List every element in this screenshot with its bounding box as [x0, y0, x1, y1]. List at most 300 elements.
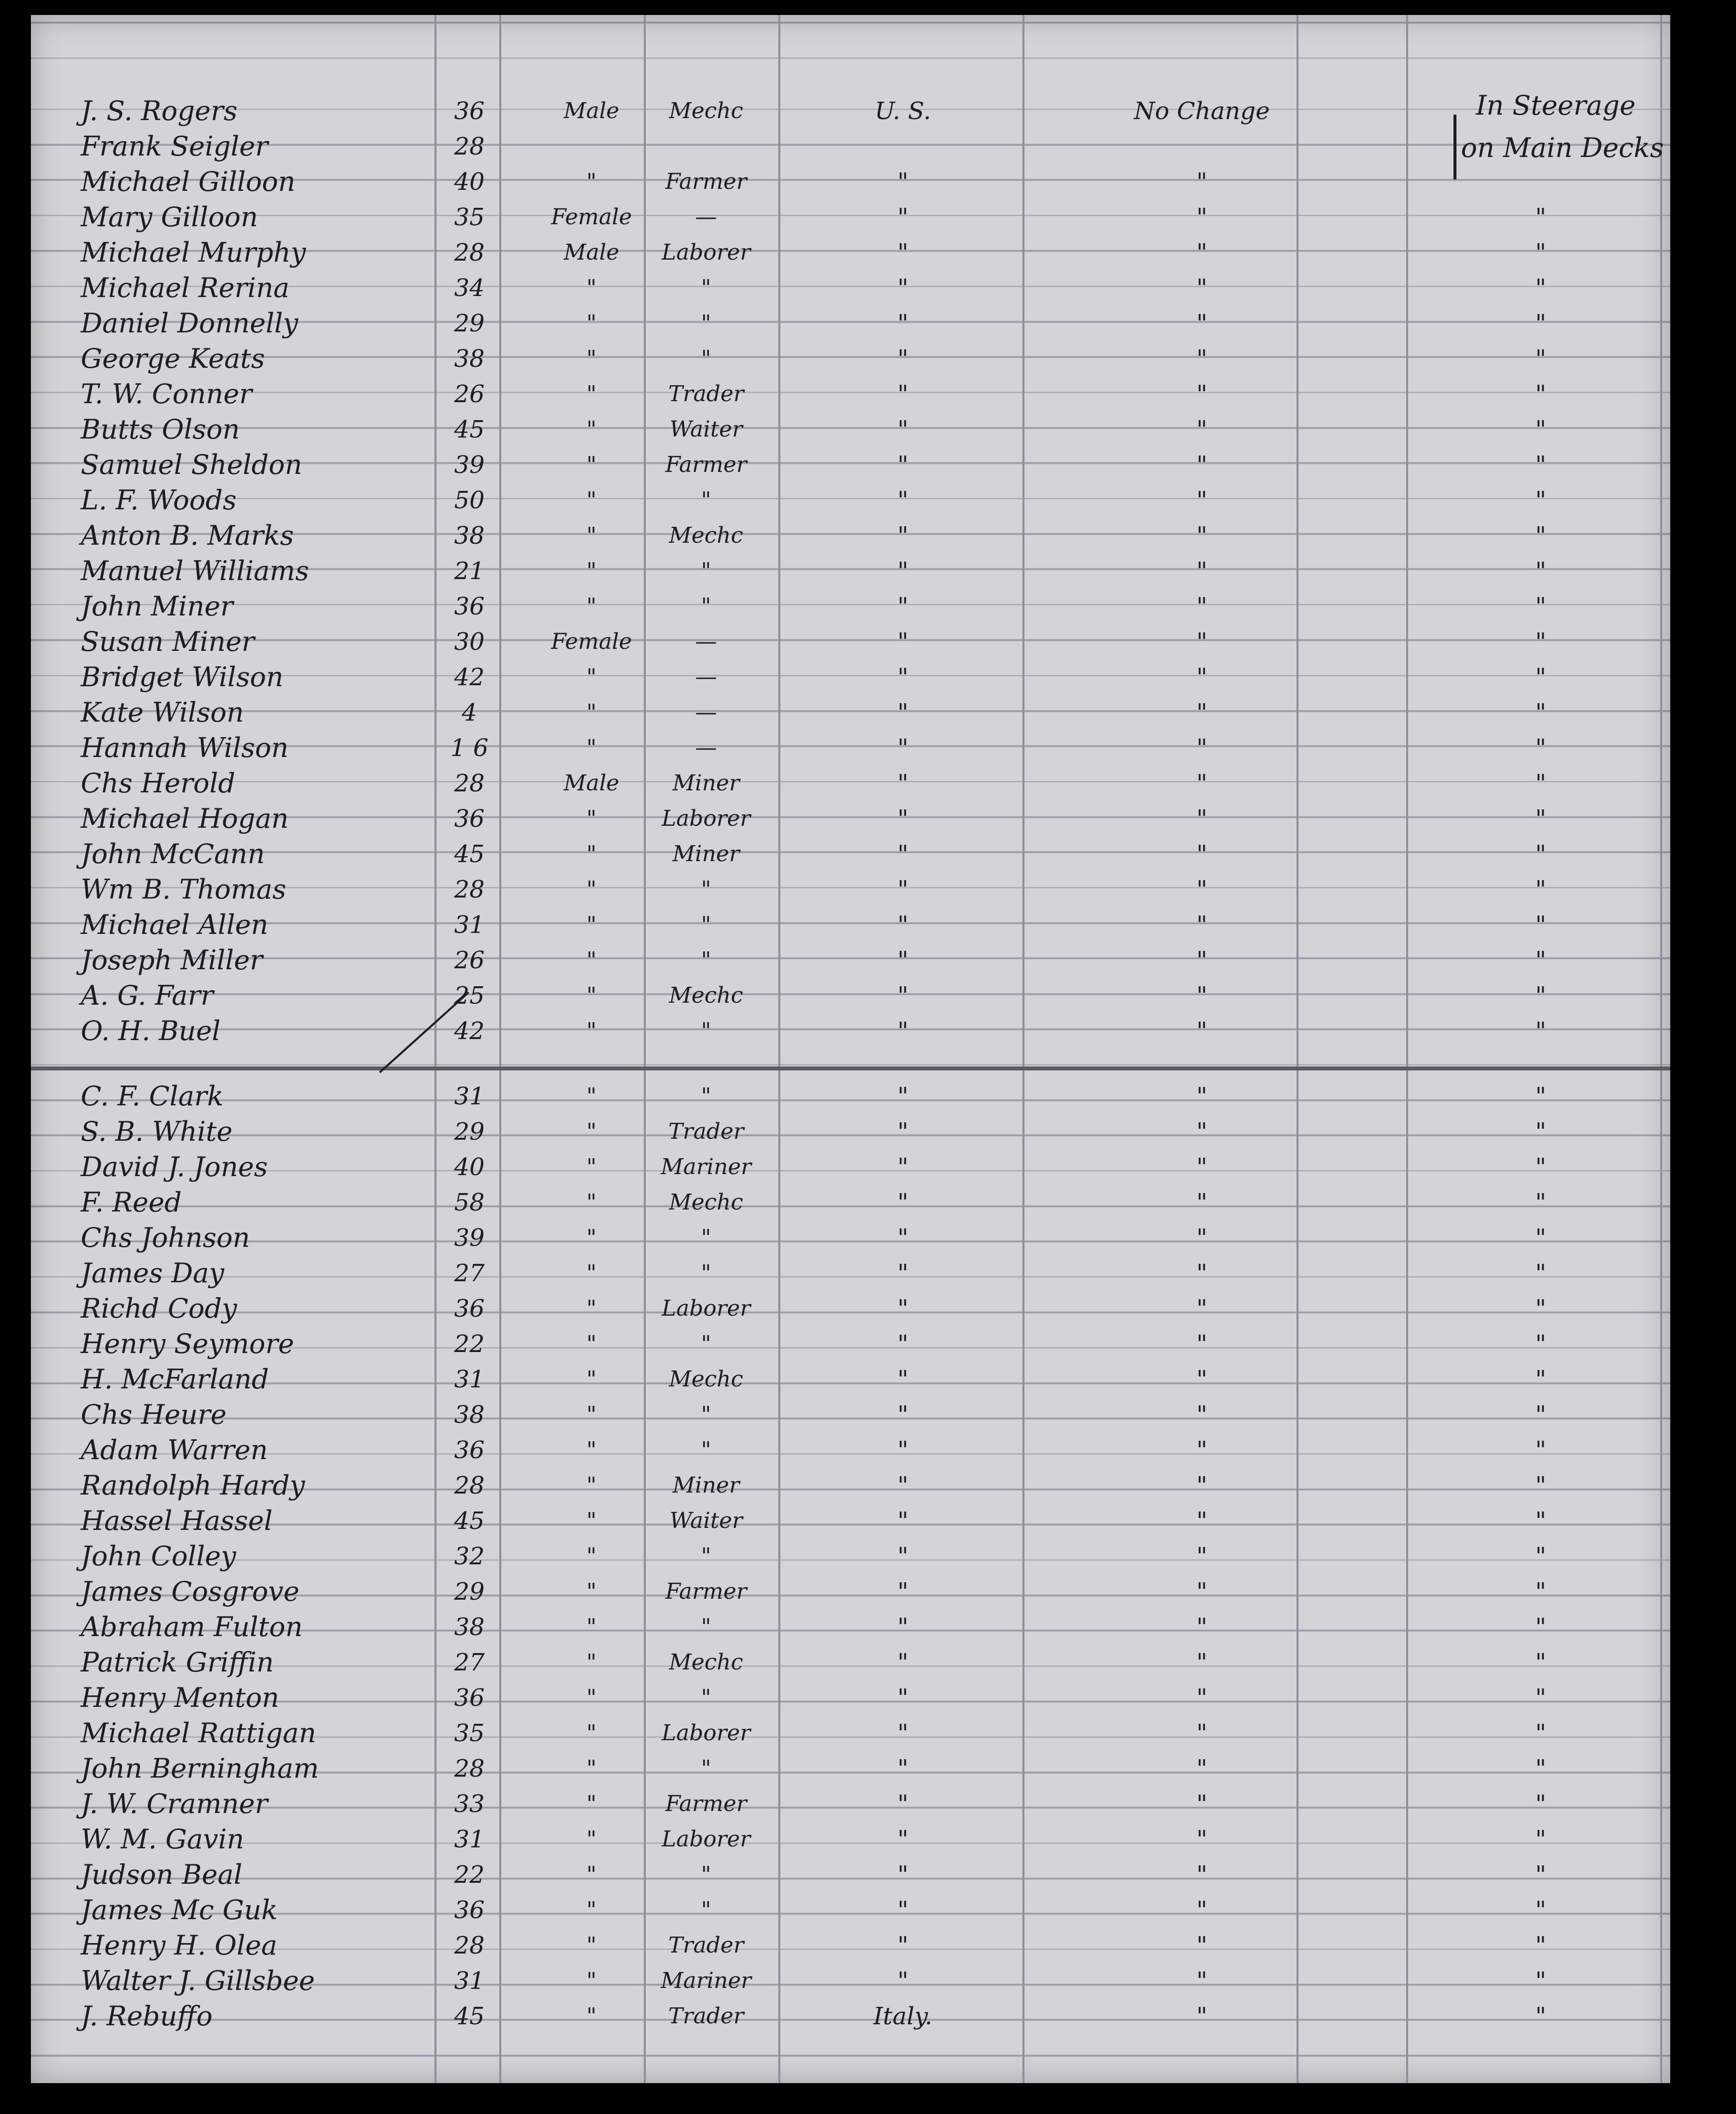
passenger-change: " [1196, 1224, 1208, 1252]
passenger-name: T. W. Conner [81, 378, 252, 410]
passenger-change: " [1196, 416, 1208, 444]
passenger-country: " [897, 1719, 909, 1747]
passenger-occupation: Mechc [669, 983, 743, 1008]
passenger-occupation: " [701, 912, 712, 937]
passenger-name: F. Reed [81, 1187, 182, 1218]
passenger-name: Judson Beal [81, 1859, 243, 1890]
passenger-change: " [1196, 203, 1208, 231]
passenger-location: " [1535, 1649, 1547, 1676]
passenger-change: " [1196, 1436, 1208, 1464]
passenger-sex: " [586, 1437, 597, 1463]
passenger-change: " [1196, 1542, 1208, 1570]
passenger-age: 1 6 [450, 734, 489, 762]
passenger-sex: " [586, 947, 597, 973]
passenger-age: 38 [454, 522, 485, 550]
passenger-name: Joseph Miller [81, 944, 263, 976]
passenger-location: " [1535, 982, 1547, 1010]
passenger-location: " [1535, 1224, 1547, 1252]
passenger-age: 31 [454, 1825, 485, 1853]
passenger-country: " [897, 1295, 909, 1323]
passenger-age: 31 [454, 1082, 485, 1110]
table-row [31, 1114, 1670, 1149]
passenger-name: Michael Rerina [81, 272, 289, 303]
passenger-age: 36 [454, 1896, 485, 1924]
passenger-name: James Day [81, 1257, 224, 1289]
passenger-age: 50 [454, 486, 485, 514]
passenger-occupation: — [695, 735, 717, 760]
passenger-name: George Keats [81, 343, 265, 374]
passenger-country: " [897, 1118, 909, 1146]
passenger-occupation: " [701, 1614, 712, 1640]
passenger-change: " [1196, 274, 1208, 302]
passenger-age: 36 [454, 1436, 485, 1464]
table-row [31, 341, 1670, 376]
passenger-name: Bridget Wilson [81, 661, 284, 693]
passenger-occupation: Trader [668, 1933, 744, 1958]
passenger-age: 26 [454, 380, 485, 408]
passenger-sex: " [586, 841, 597, 867]
passenger-sex: Female [551, 629, 632, 654]
table-row [31, 200, 1670, 235]
passenger-change: " [1196, 1507, 1208, 1535]
passenger-change: " [1196, 840, 1208, 868]
passenger-country: " [897, 1578, 909, 1606]
passenger-change: " [1196, 1684, 1208, 1712]
passenger-sex: " [586, 1331, 597, 1357]
passenger-location: " [1535, 1507, 1547, 1535]
passenger-occupation: " [701, 558, 712, 584]
passenger-occupation: Trader [668, 2003, 744, 2029]
table-row [31, 1574, 1670, 1609]
passenger-age: 31 [454, 911, 485, 939]
passenger-name: Manuel Williams [81, 555, 309, 587]
passenger-name: Chs Herold [81, 767, 236, 799]
passenger-sex: " [586, 558, 597, 584]
passenger-name: Patrick Griffin [81, 1647, 274, 1678]
passenger-age: 42 [454, 663, 485, 691]
passenger-location: " [1535, 1436, 1547, 1464]
passenger-change: " [1196, 451, 1208, 479]
passenger-name: Butts Olson [81, 414, 240, 445]
passenger-name: Chs Johnson [81, 1222, 250, 1253]
passenger-location: " [1535, 1932, 1547, 1960]
passenger-country: " [897, 1401, 909, 1429]
passenger-age: 39 [454, 451, 485, 479]
passenger-sex: " [586, 983, 597, 1008]
passenger-name: Michael Rattigan [81, 1717, 316, 1749]
passenger-change: " [1196, 1578, 1208, 1606]
passenger-country: " [897, 699, 909, 727]
passenger-age: 31 [454, 1365, 485, 1393]
passenger-change: " [1196, 1295, 1208, 1323]
passenger-name: Anton B. Marks [81, 520, 294, 551]
table-row [31, 624, 1670, 659]
passenger-country: " [897, 522, 909, 550]
passenger-age: 40 [454, 1153, 485, 1181]
passenger-age: 39 [454, 1224, 485, 1252]
passenger-name: Mary Gilloon [81, 201, 258, 233]
passenger-location: " [1535, 1472, 1547, 1500]
passenger-occupation: " [701, 275, 712, 301]
passenger-occupation: Mechc [669, 98, 743, 124]
passenger-location: " [1535, 593, 1547, 620]
passenger-occupation: Farmer [665, 452, 747, 477]
passenger-change: " [1196, 876, 1208, 904]
passenger-change: " [1196, 593, 1208, 620]
passenger-occupation: " [701, 947, 712, 973]
passenger-country: " [897, 946, 909, 974]
passenger-occupation: Waiter [669, 1508, 743, 1533]
passenger-location: " [1535, 876, 1547, 904]
passenger-name: J. S. Rogers [81, 95, 238, 127]
passenger-age: 22 [454, 1861, 485, 1889]
passenger-country [788, 129, 1017, 164]
passenger-sex: " [586, 1154, 597, 1180]
passenger-sex: Male [564, 770, 619, 796]
passenger-occupation: " [701, 877, 712, 902]
passenger-name: Frank Seigler [81, 131, 268, 162]
passenger-age: 45 [454, 416, 485, 444]
passenger-sex: " [586, 275, 597, 301]
table-row [31, 1893, 1670, 1928]
passenger-sex: " [586, 1720, 597, 1746]
passenger-sex: " [586, 346, 597, 371]
table-row [31, 801, 1670, 836]
passenger-location: " [1535, 946, 1547, 974]
passenger-change: " [1196, 1967, 1208, 1995]
passenger-occupation: " [701, 310, 712, 336]
manifest-sheet [31, 15, 1670, 2083]
passenger-age: 28 [454, 769, 485, 797]
passenger-occupation: " [701, 594, 712, 619]
passenger-location [1426, 129, 1655, 164]
passenger-change: " [1196, 380, 1208, 408]
passenger-location: " [1535, 1401, 1547, 1429]
location-header-line2: on Main Decks [1461, 132, 1664, 163]
passenger-name: J. W. Cramner [81, 1788, 268, 1819]
passenger-sex: " [586, 169, 597, 194]
passenger-change: " [1196, 1613, 1208, 1641]
passenger-country: " [897, 345, 909, 373]
passenger-change: " [1196, 1790, 1208, 1818]
passenger-name: L. F. Woods [81, 484, 237, 516]
passenger-country: " [897, 309, 909, 337]
table-row [31, 1999, 1670, 2034]
passenger-sex: " [586, 912, 597, 937]
passenger-country: " [897, 840, 909, 868]
passenger-occupation: Laborer [661, 1296, 751, 1321]
table-row [31, 412, 1670, 447]
passenger-change: " [1196, 1365, 1208, 1393]
passenger-age: 28 [454, 1932, 485, 1960]
passenger-country: " [897, 1649, 909, 1676]
passenger-country: " [897, 1613, 909, 1641]
passenger-age: 25 [454, 982, 485, 1010]
passenger-age: 35 [454, 1719, 485, 1747]
passenger-location: " [1535, 734, 1547, 762]
passenger-country: " [897, 1790, 909, 1818]
passenger-country: Italy. [873, 2002, 933, 2030]
passenger-occupation: Trader [668, 381, 744, 407]
page-fold [31, 1066, 1670, 1070]
table-row [31, 1645, 1670, 1680]
passenger-location: " [1535, 1017, 1547, 1045]
passenger-change: " [1196, 2002, 1208, 2030]
passenger-location: " [1535, 345, 1547, 373]
passenger-change: " [1196, 628, 1208, 656]
table-row [31, 271, 1670, 305]
passenger-occupation: " [701, 1225, 712, 1250]
passenger-change: " [1196, 309, 1208, 337]
table-row [31, 589, 1670, 624]
passenger-country: " [897, 274, 909, 302]
passenger-sex: " [586, 1897, 597, 1923]
passenger-location: " [1535, 1365, 1547, 1393]
passenger-name: Hannah Wilson [81, 732, 289, 763]
passenger-name: Samuel Sheldon [81, 449, 302, 480]
table-row [31, 766, 1670, 801]
passenger-name: S. B. White [81, 1116, 233, 1147]
table-row [31, 1014, 1670, 1049]
passenger-change: " [1196, 1719, 1208, 1747]
passenger-occupation: — [695, 204, 717, 230]
passenger-age: 38 [454, 1613, 485, 1641]
passenger-location: " [1535, 769, 1547, 797]
passenger-age: 29 [454, 1578, 485, 1606]
passenger-occupation: " [701, 1260, 712, 1286]
passenger-name: A. G. Farr [81, 980, 214, 1011]
passenger-country: " [897, 663, 909, 691]
passenger-location: " [1535, 1578, 1547, 1606]
passenger-country: " [897, 1861, 909, 1889]
passenger-location: " [1535, 557, 1547, 585]
passenger-change: " [1196, 1401, 1208, 1429]
passenger-age: 22 [454, 1330, 485, 1358]
passenger-change: " [1196, 1259, 1208, 1287]
passenger-location: " [1535, 1719, 1547, 1747]
passenger-sex: " [586, 487, 597, 513]
passenger-age: 38 [454, 1401, 485, 1429]
passenger-age: 35 [454, 203, 485, 231]
passenger-change: " [1196, 1017, 1208, 1045]
passenger-occupation: Farmer [665, 1579, 747, 1604]
passenger-country: " [897, 982, 909, 1010]
passenger-sex: " [586, 1402, 597, 1427]
passenger-country: " [897, 168, 909, 196]
passenger-age: 28 [454, 239, 485, 267]
table-row [31, 1680, 1670, 1715]
passenger-sex: " [586, 310, 597, 336]
passenger-location: " [1535, 663, 1547, 691]
passenger-country: " [897, 486, 909, 514]
passenger-age: 28 [454, 1472, 485, 1500]
passenger-name: Walter J. Gillsbee [81, 1965, 315, 1996]
passenger-change: " [1196, 168, 1208, 196]
passenger-age: 45 [454, 2002, 485, 2030]
table-row [31, 164, 1670, 199]
passenger-sex: " [586, 1579, 597, 1604]
passenger-name: Kate Wilson [81, 697, 244, 728]
passenger-name: Chs Heure [81, 1399, 227, 1430]
passenger-country: " [897, 1082, 909, 1110]
passenger-occupation: " [701, 1402, 712, 1427]
passenger-name: Susan Miner [81, 626, 255, 657]
passenger-location: " [1535, 699, 1547, 727]
passenger-change: " [1196, 1330, 1208, 1358]
passenger-occupation: " [701, 1862, 712, 1887]
passenger-country: " [897, 1684, 909, 1712]
passenger-change: " [1196, 1825, 1208, 1853]
table-row [31, 1857, 1670, 1892]
passenger-sex: " [586, 806, 597, 831]
passenger-country: " [897, 1507, 909, 1535]
passenger-sex: " [586, 1296, 597, 1321]
table-row [31, 1963, 1670, 1998]
passenger-change: No Change [1134, 97, 1270, 125]
passenger-sex: " [586, 1018, 597, 1044]
table-row [31, 695, 1670, 730]
passenger-location: " [1535, 416, 1547, 444]
passenger-country: " [897, 416, 909, 444]
passenger-occupation: " [701, 1437, 712, 1463]
passenger-change: " [1196, 805, 1208, 833]
passenger-country: " [897, 593, 909, 620]
passenger-occupation: Laborer [661, 240, 751, 265]
passenger-sex: " [586, 1119, 597, 1144]
passenger-change: " [1196, 1082, 1208, 1110]
passenger-country: " [897, 1436, 909, 1464]
passenger-sex: " [586, 1508, 597, 1533]
passenger-location: " [1535, 1330, 1547, 1358]
passenger-change: " [1196, 734, 1208, 762]
table-row [31, 1150, 1670, 1185]
passenger-change: " [1196, 1932, 1208, 1960]
passenger-country: " [897, 1472, 909, 1500]
passenger-age: 32 [454, 1542, 485, 1570]
passenger-occupation: Laborer [661, 1826, 751, 1852]
table-row [31, 837, 1670, 872]
passenger-occupation: Mariner [661, 1968, 751, 1993]
passenger-change: " [1196, 345, 1208, 373]
passenger-sex: " [586, 1260, 597, 1286]
passenger-country: " [897, 876, 909, 904]
passenger-country: " [897, 734, 909, 762]
passenger-country: " [897, 805, 909, 833]
passenger-change: " [1196, 1755, 1208, 1783]
passenger-occupation: Trader [668, 1119, 744, 1144]
passenger-sex: " [586, 2003, 597, 2029]
passenger-name: Daniel Donnelly [81, 307, 298, 339]
table-row [31, 1397, 1670, 1432]
passenger-location: " [1535, 805, 1547, 833]
table-row [31, 1362, 1670, 1397]
table-row [31, 377, 1670, 412]
passenger-name: Michael Allen [81, 909, 269, 940]
passenger-occupation: Laborer [661, 1720, 751, 1746]
passenger-occupation: Waiter [669, 417, 743, 442]
passenger-location: " [1535, 911, 1547, 939]
passenger-change: " [1196, 1118, 1208, 1146]
passenger-country: " [897, 769, 909, 797]
passenger-age: 27 [454, 1649, 485, 1676]
table-row [31, 1928, 1670, 1963]
passenger-sex: " [586, 1791, 597, 1816]
passenger-country: " [897, 1896, 909, 1924]
passenger-age: 36 [454, 1295, 485, 1323]
passenger-sex: " [586, 1862, 597, 1887]
passenger-occupation: " [701, 487, 712, 513]
passenger-change: " [1196, 557, 1208, 585]
passenger-location: " [1535, 309, 1547, 337]
passenger-country: " [897, 239, 909, 267]
table-row [31, 978, 1670, 1013]
table-row [31, 872, 1670, 907]
table-row [31, 1787, 1670, 1821]
passenger-location: " [1535, 486, 1547, 514]
passenger-change: " [1196, 982, 1208, 1010]
passenger-sex: Female [551, 204, 632, 230]
passenger-occupation: " [701, 1685, 712, 1710]
passenger-location: " [1535, 1861, 1547, 1889]
passenger-location: " [1535, 1755, 1547, 1783]
passenger-location: " [1535, 380, 1547, 408]
passenger-name: Richd Cody [81, 1293, 237, 1324]
passenger-change: " [1196, 769, 1208, 797]
passenger-country: " [897, 1365, 909, 1393]
passenger-location: " [1535, 239, 1547, 267]
passenger-occupation: Farmer [665, 169, 747, 194]
passenger-change: " [1196, 1472, 1208, 1500]
table-row [31, 1716, 1670, 1751]
passenger-occupation: " [701, 1331, 712, 1357]
passenger-country: " [897, 911, 909, 939]
passenger-name: C. F. Clark [81, 1080, 224, 1112]
passenger-name: Michael Murphy [81, 237, 306, 268]
passenger-name: H. McFarland [81, 1363, 269, 1395]
passenger-location [1426, 164, 1655, 199]
passenger-sex: Male [564, 240, 619, 265]
passenger-sex: " [586, 1650, 597, 1675]
passenger-location: " [1535, 1896, 1547, 1924]
passenger-age: 36 [454, 593, 485, 620]
table-row [31, 1822, 1670, 1857]
passenger-sex: " [586, 1225, 597, 1250]
passenger-sex: " [586, 1685, 597, 1710]
passenger-location: " [1535, 1153, 1547, 1181]
table-row [31, 1291, 1670, 1326]
passenger-location: " [1535, 1684, 1547, 1712]
passenger-change [1047, 129, 1356, 164]
passenger-occupation: " [701, 346, 712, 371]
table-row [31, 660, 1670, 695]
passenger-sex [534, 129, 649, 164]
passenger-location: " [1535, 628, 1547, 656]
passenger-sex: " [586, 452, 597, 477]
table-row [31, 554, 1670, 589]
passenger-occupation: Mechc [669, 523, 743, 548]
passenger-location: " [1535, 274, 1547, 302]
location-header-line1: In Steerage [1476, 90, 1636, 121]
passenger-name: O. H. Buel [81, 1015, 221, 1047]
passenger-age: 28 [454, 1755, 485, 1783]
passenger-location: " [1535, 1118, 1547, 1146]
passenger-sex: " [586, 1190, 597, 1215]
passenger-name: Henry H. Olea [81, 1930, 278, 1961]
passenger-occupation: — [695, 700, 717, 725]
passenger-age: 33 [454, 1790, 485, 1818]
passenger-age: 27 [454, 1259, 485, 1287]
table-row [31, 943, 1670, 978]
